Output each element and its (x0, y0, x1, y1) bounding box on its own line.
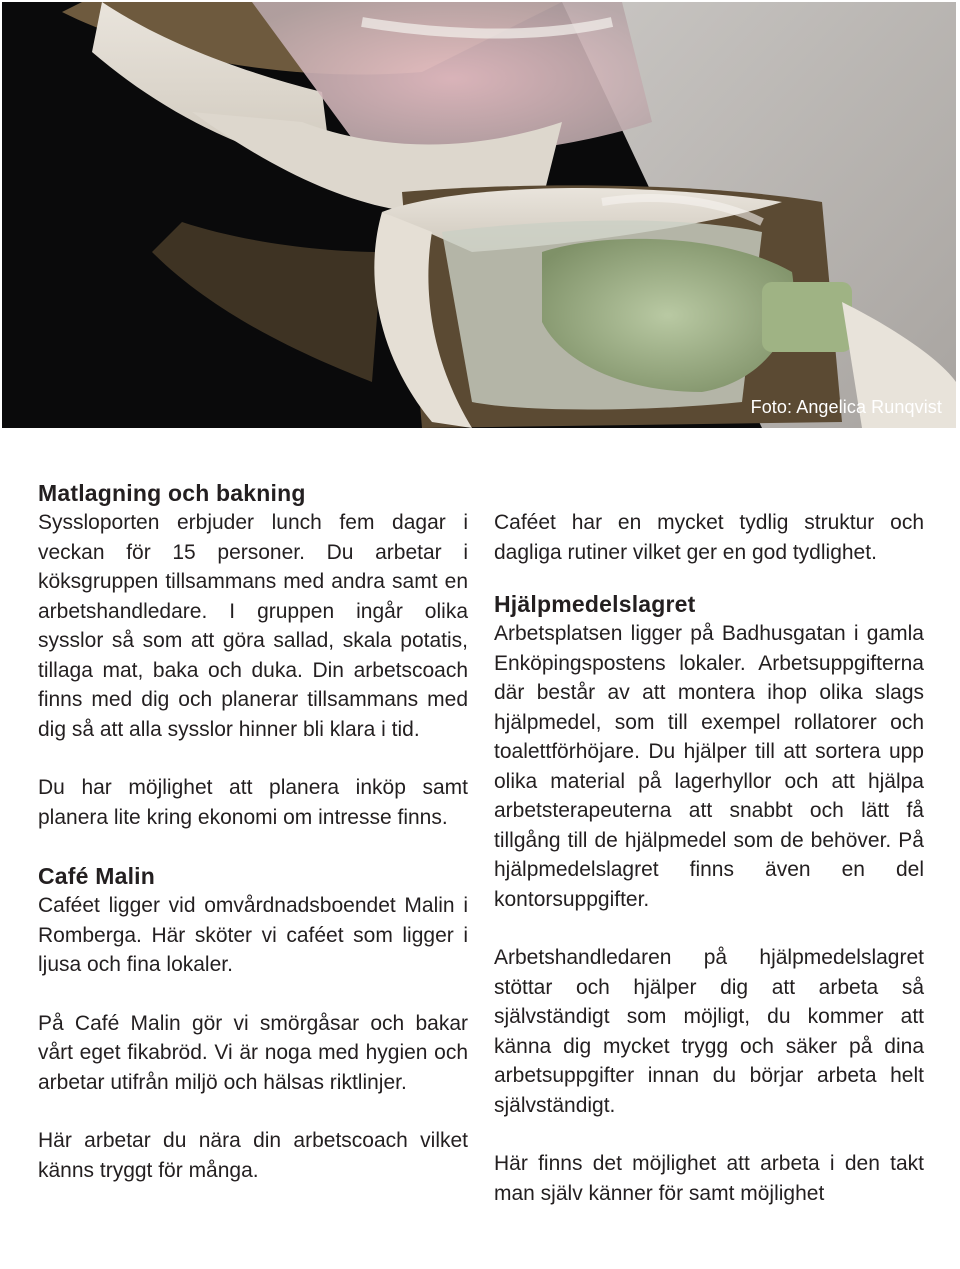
paragraph-hjalpmedel-1: Arbetsplatsen ligger på Badhusgatan i gamla Enköpingspostens lokaler. Arbetsuppgifterna där består av att montera ihop olika slags hjälpmedel, som till exempel rollatorer och toalettförhöjare. Du hjälper till att sortera upp olika material på lagerhyllor och att hjälpa arbetsterapeuterna att snabbt och lätt få tillgång till de hjälpmedel som de behöver. På hjälpmedelslagret finns även en del kontorsuppgifter. (494, 622, 924, 911)
photo-credit: Foto: Angelica Runqvist (750, 397, 942, 417)
paragraph-hjalpmedel-2: Arbetshandledaren på hjälpmedelslagret stöttar och hjälper dig att arbeta så självständigt som möjligt, du kommer att känna dig mycket trygg och säker på dina arbetsuppgifter innan du börjar arbeta helt självständigt. (494, 946, 924, 1117)
left-column (38, 478, 468, 1185)
heading-matlagning: Matlagning och bakning (38, 480, 306, 506)
basket-photo-illustration (2, 2, 956, 428)
paragraph-cafe-1: Caféet ligger vid omvårdnadsboendet Malin i Romberga. Här sköter vi caféet som ligger i ljusa och fina lokaler. (38, 894, 468, 976)
paragraph-cafe-2: På Café Malin gör vi smörgåsar och bakar vårt eget fikabröd. Vi är noga med hygien och arbetar utifrån miljö och hälsas riktlinjer. (38, 1011, 468, 1094)
photo-baskets (2, 2, 956, 428)
paragraph-hjalpmedel-3: Här finns det möjlighet att arbeta i den takt man själv känner för samt möjlighet (494, 1152, 924, 1205)
paragraph-matlagning-2: Du har möjlighet att planera inköp samt planera lite kring ekonomi om intresse finns. (38, 776, 468, 829)
right-column (494, 508, 924, 1208)
paragraph-matlagning-1: Syssloporten erbjuder lunch fem dagar i veckan för 15 personer. Du arbetar i köksgruppen tillsammans med andra samt en arbetshandledare. I gruppen ingår olika sysslor så som att göra sallad, skala potatis, tillaga mat, baka och duka. Din arbetscoach finns med dig och planerar tillsammans med dig så att alla sysslor hinner bli klara i tid. (38, 511, 468, 741)
heading-cafe-malin: Café Malin (38, 863, 156, 889)
paragraph-cafe-3: Här arbetar du nära din arbetscoach vilket känns tryggt för många. (38, 1129, 468, 1182)
heading-hjalpmedelslagret: Hjälpmedelslagret (494, 591, 696, 617)
paragraph-cafe-intro: Caféet har en mycket tydlig struktur och dagliga rutiner vilket ger en god tydlighet. (494, 511, 924, 564)
